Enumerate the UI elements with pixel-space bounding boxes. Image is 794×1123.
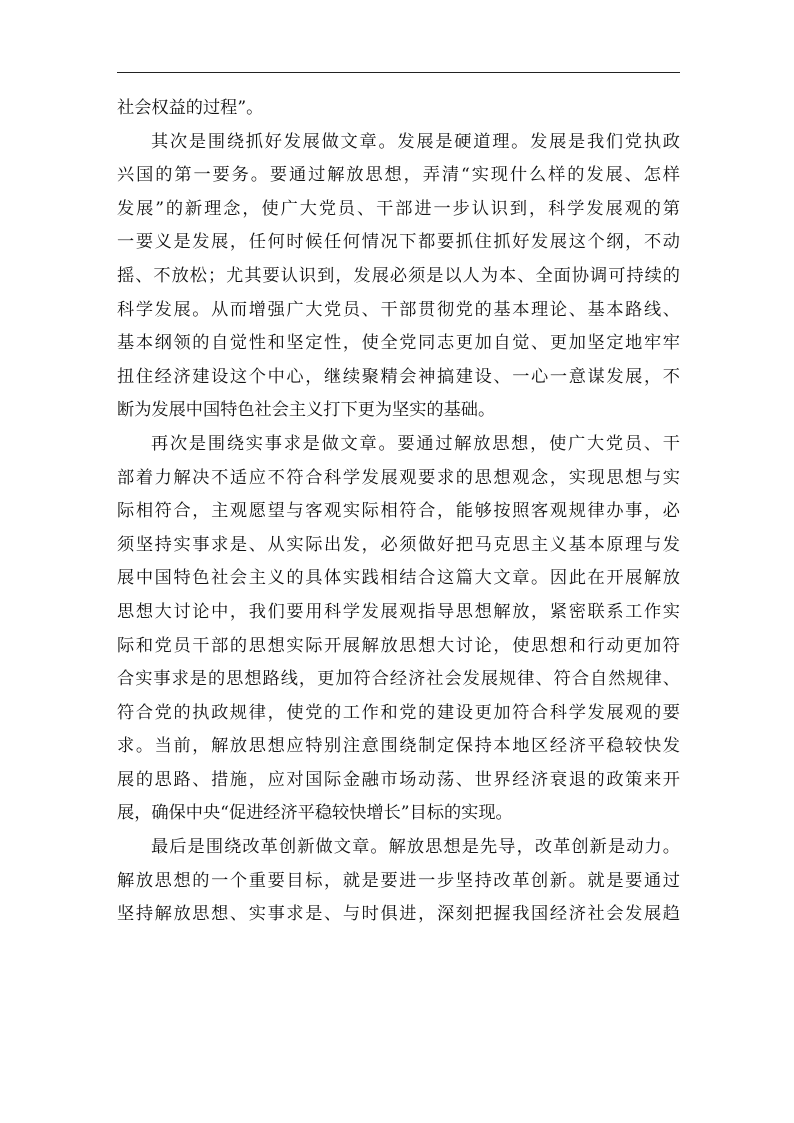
paragraph-line: 基本纲领的自觉性和坚定性，使全党同志更加自觉、更加坚定地牢牢	[117, 333, 680, 354]
paragraph-line: 部着力解决不适应不符合科学发展观要求的思想观念，实现思想与实	[117, 467, 680, 488]
paragraph-line: 断为发展中国特色社会主义打下更为坚实的基础。	[117, 400, 496, 421]
paragraph-line: 兴国的第一要务。要通过解放思想，弄清“实现什么样的发展、怎样	[117, 165, 680, 186]
paragraph-line: 社会权益的过程”。	[117, 98, 264, 118]
paragraph-line: 展的思路、措施，应对国际金融市场动荡、世界经济衰退的政策来开	[117, 769, 680, 790]
paragraph-line: 一要义是发展，任何时候任何情况下都要抓住抓好发展这个纲，不动	[117, 232, 680, 253]
paragraph-line: 扭住经济建设这个中心，继续聚精会神搞建设、一心一意谋发展，不	[117, 366, 680, 387]
paragraph-line: 科学发展。从而增强广大党员、干部贯彻党的基本理论、基本路线、	[117, 299, 680, 320]
document-body	[117, 92, 680, 932]
paragraph-line: 展，确保中央“促进经济平稳较快增长”目标的实现。	[117, 803, 513, 824]
paragraph-line: 解放思想的一个重要目标，就是要进一步坚持改革创新。就是要通过	[117, 870, 680, 891]
paragraph-line: 符合党的执政规律，使党的工作和党的建设更加符合科学发展观的要	[117, 702, 680, 723]
paragraph-line: 须坚持实事求是、从实际出发，必须做好把马克思主义基本原理与发	[117, 534, 680, 555]
paragraph-first-line: 其次是围绕抓好发展做文章。发展是硬道理。发展是我们党执政	[151, 131, 680, 152]
paragraph-line: 际和党员干部的思想实际开展解放思想大讨论，使思想和行动更加符	[117, 635, 680, 656]
paragraph-line: 合实事求是的思想路线，更加符合经济社会发展规律、符合自然规律、	[117, 669, 680, 690]
paragraph-first-line: 再次是围绕实事求是做文章。要通过解放思想，使广大党员、干	[151, 433, 680, 454]
paragraph-line: 坚持解放思想、实事求是、与时俱进，深刻把握我国经济社会发展趋	[117, 904, 680, 925]
header-rule	[117, 72, 680, 73]
paragraph-line: 发展”的新理念，使广大党员、干部进一步认识到，科学发展观的第	[117, 198, 680, 219]
paragraph-line: 际相符合，主观愿望与客观实际相符合，能够按照客观规律办事，必	[117, 501, 680, 522]
paragraph-line: 求。当前，解放思想应特别注意围绕制定保持本地区经济平稳较快发	[117, 736, 680, 757]
paragraph-line: 展中国特色社会主义的具体实践相结合这篇大文章。因此在开展解放	[117, 568, 680, 589]
paragraph-line: 思想大讨论中，我们要用科学发展观指导思想解放，紧密联系工作实	[117, 601, 680, 622]
paragraph-line: 摇、不放松；尤其要认识到，发展必须是以人为本、全面协调可持续的	[117, 265, 680, 286]
paragraph-first-line: 最后是围绕改革创新做文章。解放思想是先导，改革创新是动力。	[151, 837, 680, 858]
